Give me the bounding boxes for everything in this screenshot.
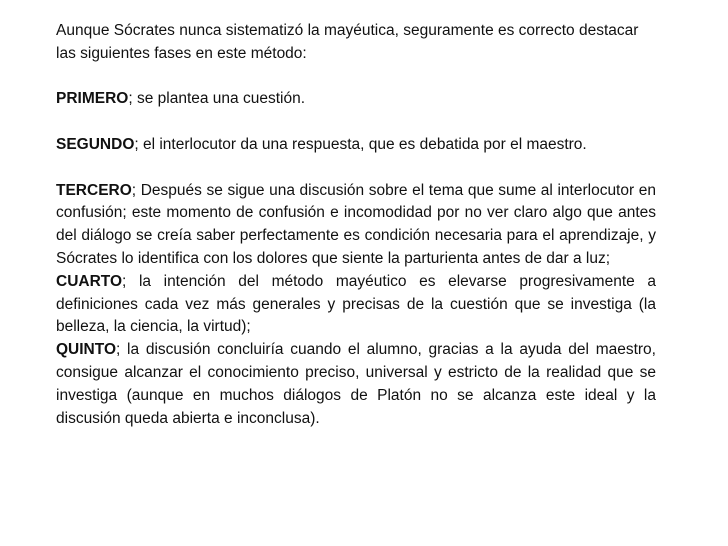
phase-text: ; se plantea una cuestión.: [128, 90, 305, 108]
spacer: [56, 66, 656, 89]
phase-text: ; la intención del método mayéutico es elevarse progresivamente a definiciones cada vez más generales y precisas de la cuestión que se investiga (la belleza, la ciencia, la virtud);: [56, 272, 656, 336]
phase-segundo: [56, 134, 656, 157]
phase-label: TERCERO: [56, 181, 132, 199]
phase-label: CUARTO: [56, 272, 123, 290]
phase-label: PRIMERO: [56, 90, 129, 108]
phase-cuarto: [56, 271, 656, 339]
spacer: [56, 157, 656, 180]
phase-text: ; Después se sigue una discusión sobre el tema que sume al interlocutor en confusión; este momento de confusión e incomodidad por no ver claro algo que antes del diálogo se creía saber perfectamente es condición necesaria para el aprendizaje, y Sócrates lo identifica con los dolores que siente la parturienta antes de dar a luz;: [56, 181, 656, 267]
intro-paragraph: Aunque Sócrates nunca sistematizó la mayéutica, seguramente es correcto destacar las siguientes fases en este método:: [56, 22, 639, 62]
phase-text: ; la discusión concluiría cuando el alumno, gracias a la ayuda del maestro, consigue alcanzar el conocimiento preciso, universal y estricto de la realidad que se investiga (aunque en muchos diálogos de Platón no se alcanza este ideal y la discusión queda abierta e inconclusa).: [56, 341, 656, 427]
phase-tercero: [56, 180, 656, 271]
spacer: [56, 111, 656, 134]
phase-text: ; el interlocutor da una respuesta, que es debatida por el maestro.: [134, 135, 587, 153]
phase-quinto: [56, 339, 656, 430]
phase-label: SEGUNDO: [56, 135, 135, 153]
document-body: [56, 20, 656, 430]
phase-label: QUINTO: [56, 341, 116, 359]
phase-primero: [56, 88, 656, 111]
